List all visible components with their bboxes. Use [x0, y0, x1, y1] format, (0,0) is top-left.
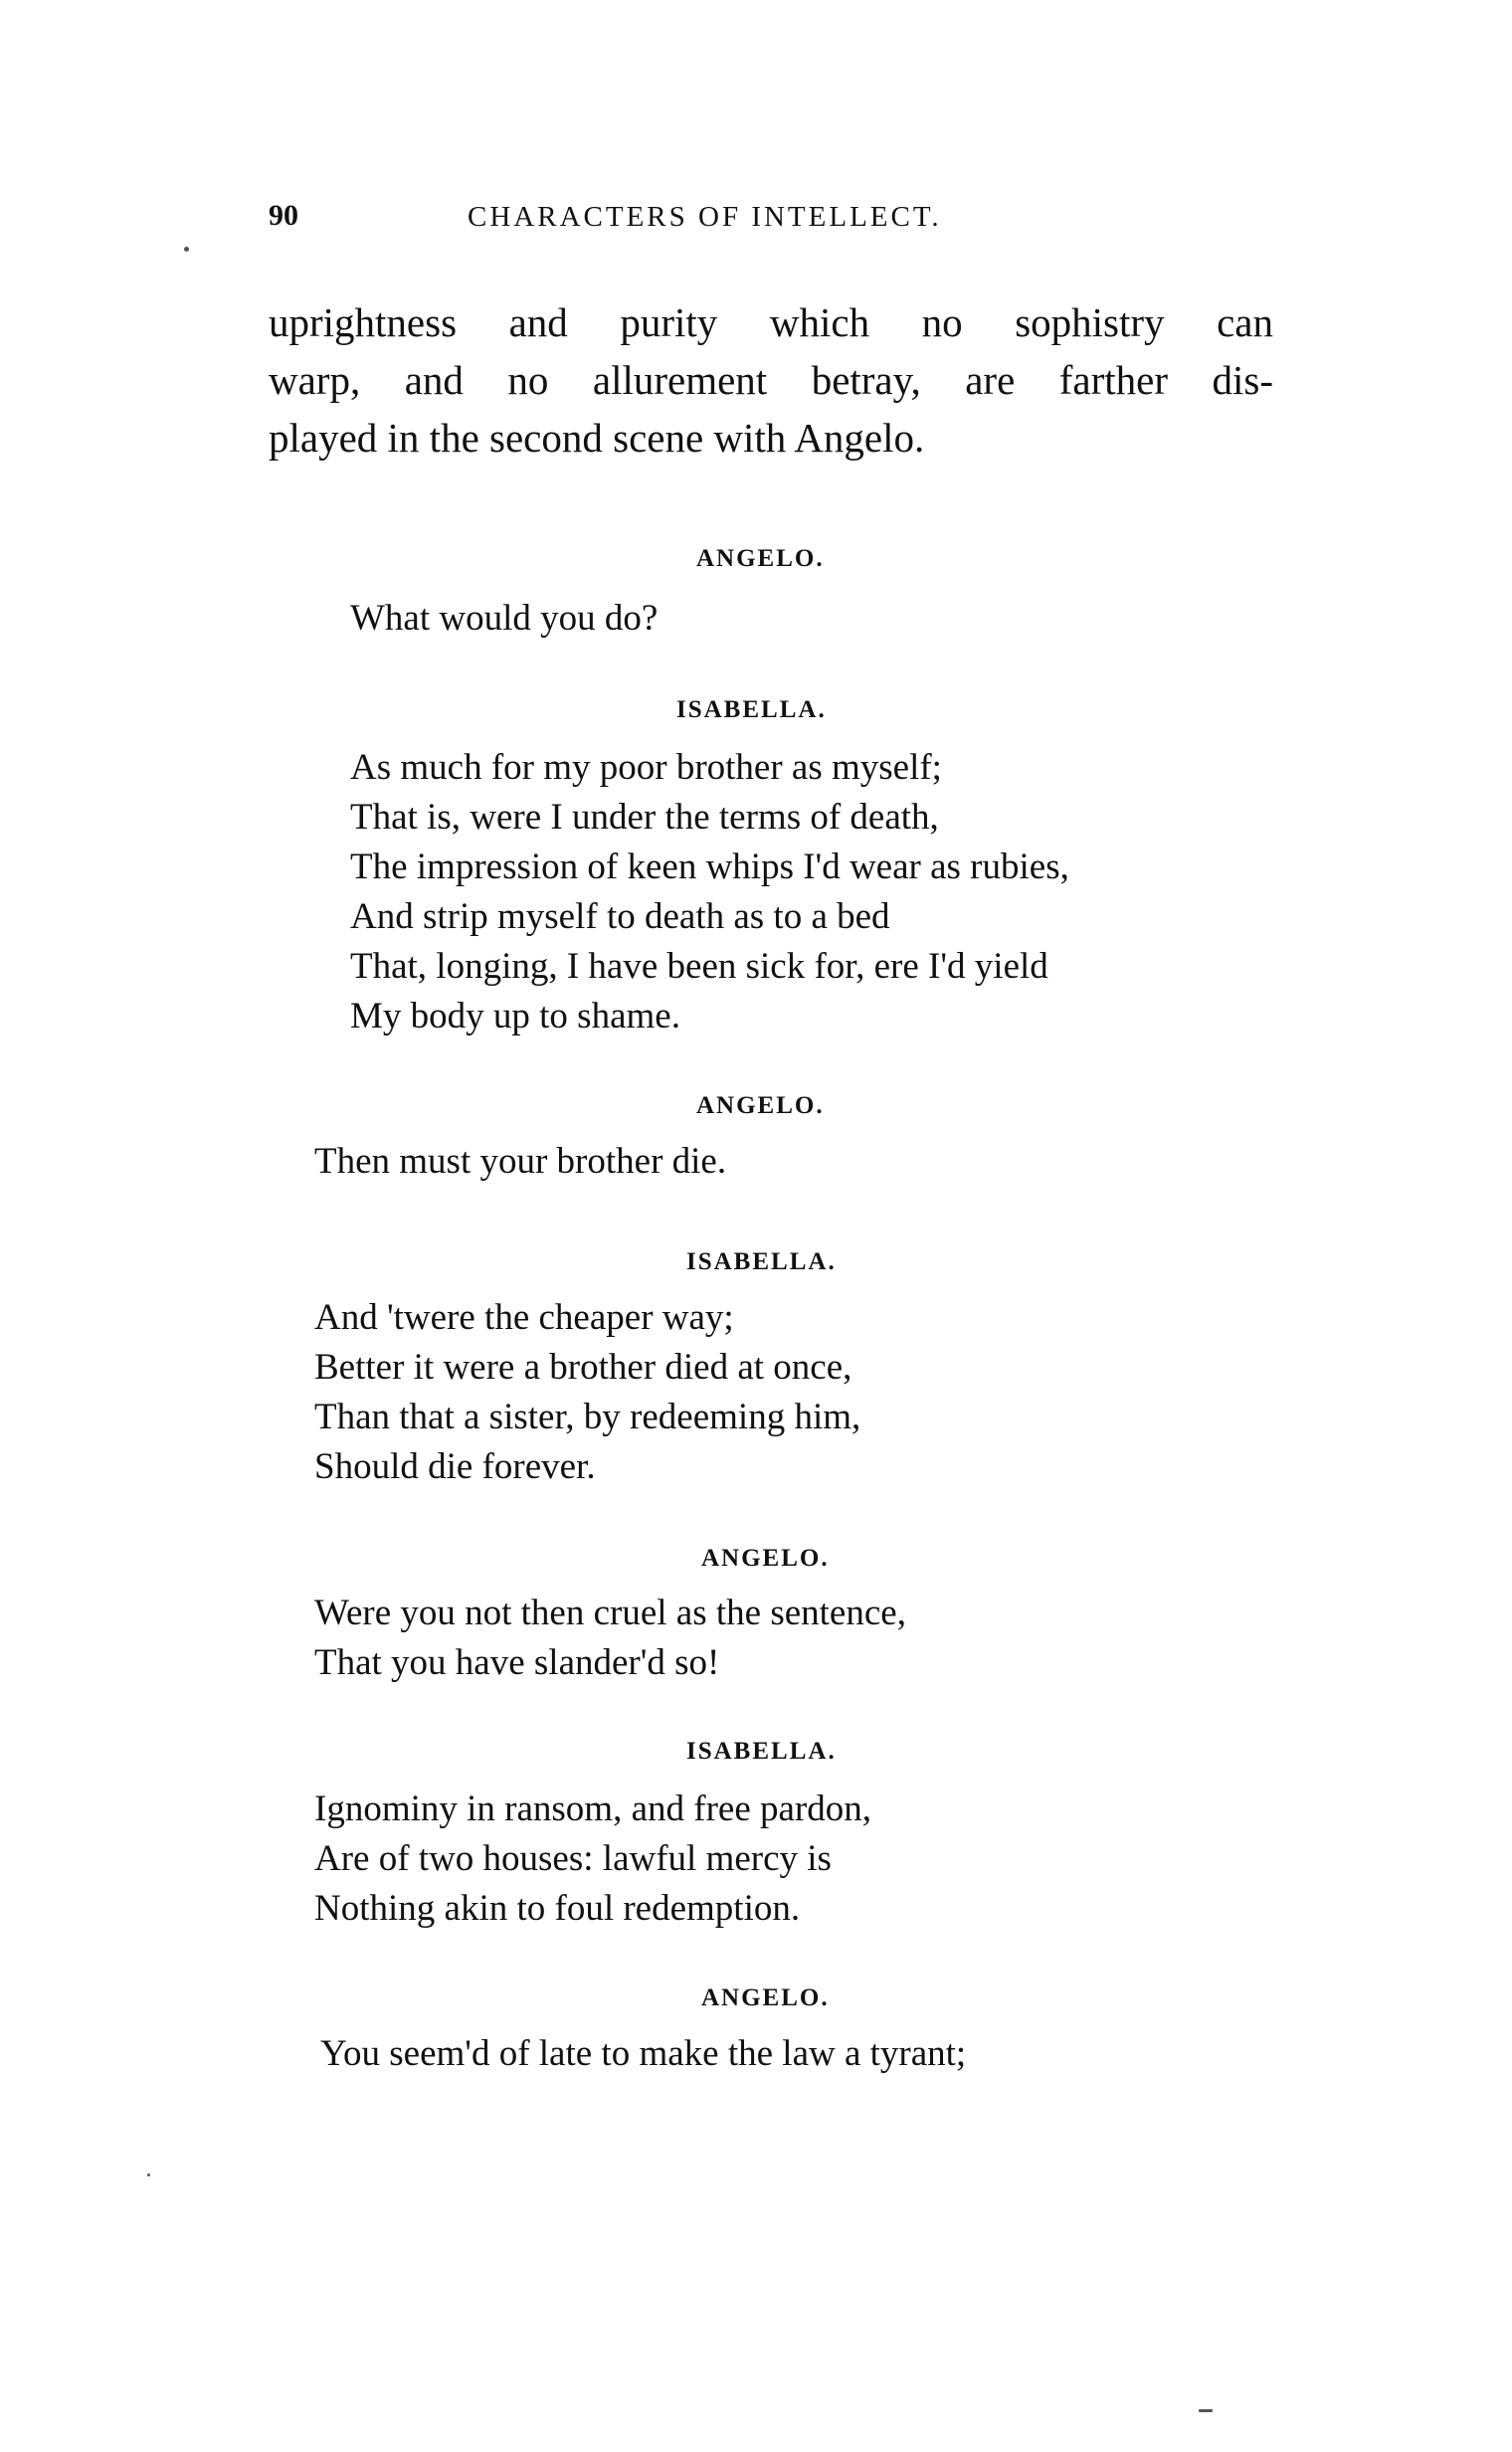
- speech-line: Nothing akin to foul redemption.: [314, 1888, 801, 1929]
- speech-block: [314, 1293, 860, 1492]
- speech-line: Then must your brother die.: [314, 1141, 727, 1182]
- speech-block: [320, 2029, 966, 2079]
- speech-block: [314, 1137, 726, 1187]
- intro-line: warp, and no allurement betray, are farther dis-: [269, 357, 1273, 403]
- running-title: CHARACTERS OF INTELLECT.: [468, 201, 942, 233]
- speech-line: Than that a sister, by redeeming him,: [314, 1397, 861, 1437]
- scan-speck: [147, 2173, 150, 2176]
- speech-line: And 'twere the cheaper way;: [314, 1297, 734, 1338]
- speech-line: And strip myself to death as to a bed: [350, 896, 890, 937]
- page-number: 90: [269, 199, 298, 232]
- speech-block: [350, 594, 658, 644]
- speech-block: [314, 1589, 906, 1688]
- speaker-label: ISABELLA.: [686, 1248, 837, 1275]
- scan-speck: [184, 247, 189, 252]
- speech-line: That, longing, I have been sick for, ere I'd yield: [350, 946, 1048, 987]
- speech-line: What would you do?: [350, 598, 659, 639]
- intro-paragraph: [269, 293, 1273, 467]
- speaker-label: ISABELLA.: [676, 696, 827, 723]
- speech-line: Were you not then cruel as the sentence,: [314, 1593, 906, 1633]
- speech-line: Better it were a brother died at once,: [314, 1347, 852, 1388]
- speech-block: [314, 1785, 871, 1934]
- speech-line: Should die forever.: [314, 1446, 596, 1487]
- speech-line: Ignominy in ransom, and free pardon,: [314, 1789, 871, 1829]
- speaker-label: ANGELO.: [696, 1092, 825, 1119]
- intro-line: played in the second scene with Angelo.: [269, 415, 925, 461]
- speech-line: As much for my poor brother as myself;: [350, 747, 942, 788]
- speaker-label: ISABELLA.: [686, 1738, 837, 1765]
- speaker-label: ANGELO.: [701, 1984, 830, 2011]
- speech-line: That is, were I under the terms of death,: [350, 797, 939, 838]
- speech-line: The impression of keen whips I'd wear as rubies,: [350, 847, 1069, 887]
- scan-speck: [1199, 2409, 1213, 2412]
- speech-line: That you have slander'd so!: [314, 1642, 720, 1683]
- speech-block: [350, 743, 1069, 1041]
- intro-line: uprightness and purity which no sophistry can: [269, 299, 1273, 345]
- page-header: [269, 199, 1263, 249]
- speech-line: My body up to shame.: [350, 996, 680, 1037]
- speaker-label: ANGELO.: [701, 1545, 830, 1572]
- speech-line: Are of two houses: lawful mercy is: [314, 1838, 832, 1879]
- speaker-label: ANGELO.: [696, 545, 825, 572]
- speech-line: You seem'd of late to make the law a tyrant;: [320, 2033, 967, 2074]
